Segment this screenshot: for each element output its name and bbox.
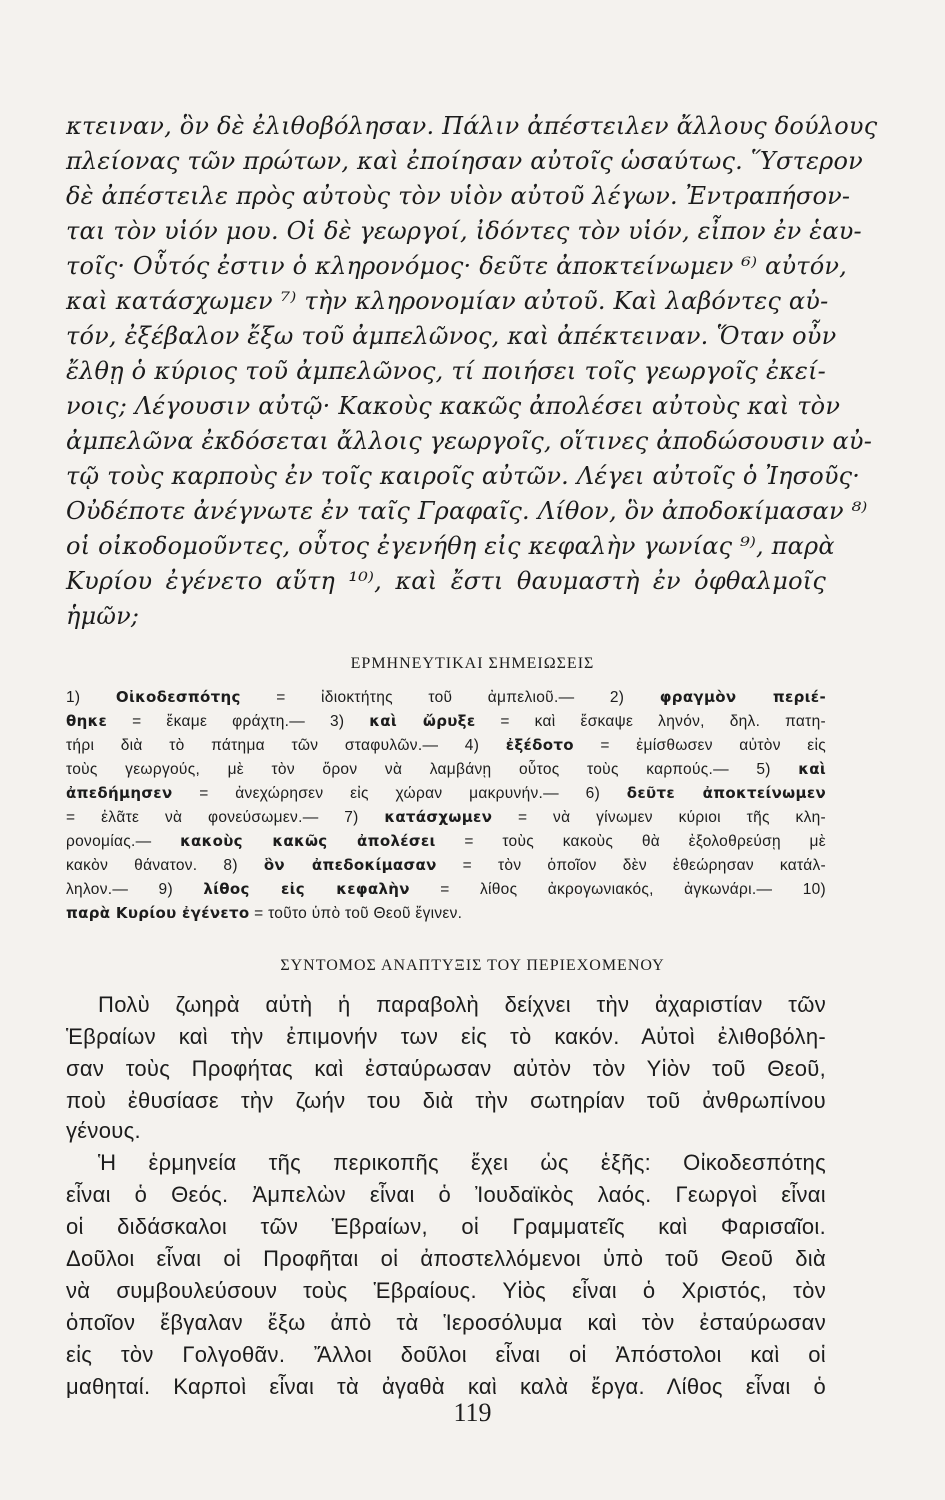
note-line [66, 808, 826, 827]
text-line: τόν, ἐξέβαλον ἔξω τοῦ ἀμπελῶνος, καὶ ἀπέκτειναν. Ὅταν οὖν [66, 322, 837, 350]
note-text: ρονομίας.— [66, 833, 181, 850]
note-line [66, 688, 826, 707]
text-line: τοῖς· Οὗτός ἐστιν ὁ κληρονόμος· δεῦτε ἀποκτείνωμεν ⁶⁾ αὐτόν, [66, 252, 847, 280]
text-line: ἡμῶν; [66, 602, 140, 630]
note-term: ἀπεδήμησεν [66, 784, 173, 802]
note-text: τοὺς γεωργούς, μὲ τὸν ὅρον νὰ λαμβάνῃ οὗτος τοὺς καρπούς.— 5) [66, 761, 799, 778]
summary-line: νὰ συμβουλεύσουν τοὺς Ἑβραίους. Υἱὸς εἶναι ὁ Χριστός, τὸν [66, 1278, 826, 1303]
summary-line: Ἡ ἑρμηνεία τῆς περικοπῆς ἔχει ὡς ἑξῆς: Οἰκοδεσπότης [98, 1150, 826, 1175]
note-line [66, 832, 826, 851]
note-text: = λίθος ἀκρογωνιακός, ἀγκωνάρι.— 10) [409, 881, 826, 898]
summary-line: σαν τοὺς Προφήτας καὶ ἐσταύρωσαν αὐτὸν τὸν Υἱὸν τοῦ Θεοῦ, [66, 1056, 826, 1081]
note-line [66, 736, 826, 755]
summary-line: οἱ διδάσκαλοι τῶν Ἑβραίων, οἱ Γραμματεῖς καὶ Φαρισαῖοι. [66, 1214, 826, 1239]
note-line [66, 904, 826, 923]
note-line [66, 760, 826, 779]
note-term: δεῦτε ἀποκτείνωμεν [626, 784, 826, 802]
note-text: = τοὺς κακοὺς θὰ ἐξολοθρεύσῃ μὲ [435, 833, 826, 850]
note-term: καὶ ὤρυξε [369, 712, 476, 730]
note-term: κακοὺς κακῶς ἀπολέσει [180, 832, 436, 850]
note-term: φραγμὸν περιέ- [659, 688, 826, 706]
note-line [66, 856, 826, 875]
note-term: λίθος εἰς κεφαλὴν [203, 880, 410, 898]
text-line: οἱ οἰκοδομοῦντες, οὗτος ἐγενήθη εἰς κεφαλὴν γωνίας ⁹⁾, παρὰ [66, 532, 835, 560]
text-line: δὲ ἀπέστειλε πρὸς αὐτοὺς τὸν υἱὸν αὐτοῦ λέγων. Ἐντραπήσον- [66, 182, 851, 210]
text-line: τῷ τοὺς καρποὺς ἐν τοῖς καιροῖς αὐτῶν. Λέγει αὐτοῖς ὁ Ἰησοῦς· [66, 462, 861, 490]
notes-heading: ΕΡΜΗΝΕΥΤΙΚΑΙ ΣΗΜΕΙΩΣΕΙΣ [350, 655, 595, 672]
text-line: καὶ κατάσχωμεν ⁷⁾ τὴν κληρονομίαν αὐτοῦ. Καὶ λαβόντες αὐ- [66, 287, 829, 315]
note-text: = ἔκαμε φράχτη.— 3) [107, 713, 370, 730]
text-line: πλείονας τῶν πρώτων, καὶ ἐποίησαν αὐτοῖς ὡσαύτως. Ὕστερον [66, 147, 863, 175]
text-line: Οὐδέποτε ἀνέγνωτε ἐν ταῖς Γραφαῖς. Λίθον, ὃν ἀποδοκίμασαν ⁸⁾ [66, 497, 868, 525]
note-term: θηκε [66, 712, 108, 730]
summary-line: γένους. [66, 1118, 141, 1143]
note-text: τήρι διὰ τὸ πάτημα τῶν σταφυλῶν.— 4) [66, 737, 506, 754]
note-text: = καὶ ἔσκαψε ληνόν, δηλ. πατη- [475, 713, 826, 730]
note-text: ληλον.— 9) [66, 881, 204, 898]
text-line: ἔλθῃ ὁ κύριος τοῦ ἀμπελῶνος, τί ποιήσει τοῖς γεωργοῖς ἐκεί- [66, 357, 826, 385]
summary-line: Δοῦλοι εἶναι οἱ Προφῆται οἱ ἀποστελλόμενοι ὑπὸ τοῦ Θεοῦ διὰ [66, 1246, 826, 1271]
note-text: = ἐλᾶτε νὰ φονεύσωμεν.— 7) [66, 809, 385, 826]
note-term: Οἰκοδεσπότης [115, 688, 241, 706]
summary-line: εἰς τὸν Γολγοθᾶν. Ἄλλοι δοῦλοι εἶναι οἱ Ἀπόστολοι καὶ οἱ [66, 1342, 826, 1367]
note-text: 1) [66, 689, 116, 706]
text-line: νοις; Λέγουσιν αὐτῷ· Κακοὺς κακῶς ἀπολέσει αὐτοὺς καὶ τὸν [66, 392, 841, 420]
text-line: ἀμπελῶνα ἐκδόσεται ἄλλοις γεωργοῖς, οἵτινες ἀποδώσουσιν αὐ- [66, 427, 873, 455]
note-text: κακὸν θάνατον. 8) [66, 857, 264, 874]
summary-line: Πολὺ ζωηρὰ αὐτὴ ἡ παραβολὴ δείχνει τὴν ἀχαριστίαν τῶν [98, 992, 826, 1017]
note-text: = ἐμίσθωσεν αὐτὸν εἰς [573, 737, 826, 754]
note-term: ὃν ἀπεδοκίμασαν [263, 856, 437, 874]
note-text: = τοῦτο ὑπὸ τοῦ Θεοῦ ἔγινεν. [249, 905, 463, 922]
note-term: ἐξέδοτο [505, 736, 574, 754]
summary-line: μαθηταί. Καρποὶ εἶναι τὰ ἀγαθὰ καὶ καλὰ ἔργα. Λίθος εἶναι ὁ [66, 1374, 826, 1399]
note-text: = τὸν ὁποῖον δὲν ἐθεώρησαν κατάλ- [436, 857, 826, 874]
summary-line: ὁποῖον ἔβγαλαν ἔξω ἀπὸ τὰ Ἱεροσόλυμα καὶ τὸν ἐσταύρωσαν [66, 1310, 826, 1335]
note-line [66, 880, 826, 899]
summary-line: Ἑβραίων καὶ τὴν ἐπιμονήν των εἰς τὸ κακόν. Αὐτοὶ ἐλιθοβόλη- [66, 1024, 826, 1049]
note-line [66, 784, 826, 803]
text-line: ται τὸν υἱόν μου. Οἱ δὲ γεωργοί, ἰδόντες τὸν υἱόν, εἶπον ἐν ἑαυ- [66, 217, 862, 245]
note-line [66, 712, 826, 731]
page-number: 119 [453, 1398, 492, 1427]
note-text: = ἀνεχώρησεν εἰς χώραν μακρυνήν.— 6) [172, 785, 627, 802]
note-text: = νὰ γίνωμεν κύριοι τῆς κλη- [492, 809, 827, 826]
note-term: παρὰ Κυρίου ἐγένετο [66, 904, 250, 922]
note-term: καὶ [798, 760, 826, 778]
text-line: Κυρίου ἐγένετο αὕτη ¹⁰⁾, καὶ ἔστι θαυμαστὴ ἐν ὀφθαλμοῖς [66, 567, 826, 595]
text-line: κτειναν, ὃν δὲ ἐλιθοβόλησαν. Πάλιν ἀπέστειλεν ἄλλους δούλους [66, 112, 878, 140]
note-text: = ἰδιοκτήτης τοῦ ἀμπελιοῦ.— 2) [240, 689, 660, 706]
note-term: κατάσχωμεν [384, 808, 493, 826]
summary-line: ποὺ ἐθυσίασε τὴν ζωήν του διὰ τὴν σωτηρίαν τοῦ ἀνθρωπίνου [66, 1088, 826, 1113]
summary-line: εἶναι ὁ Θεός. Ἀμπελὼν εἶναι ὁ Ἰουδαϊκὸς λαός. Γεωργοὶ εἶναι [66, 1182, 826, 1207]
summary-heading: ΣΥΝΤΟΜΟΣ ΑΝΑΠΤΥΞΙΣ ΤΟΥ ΠΕΡΙΕΧΟΜΕΝΟΥ [280, 957, 665, 974]
